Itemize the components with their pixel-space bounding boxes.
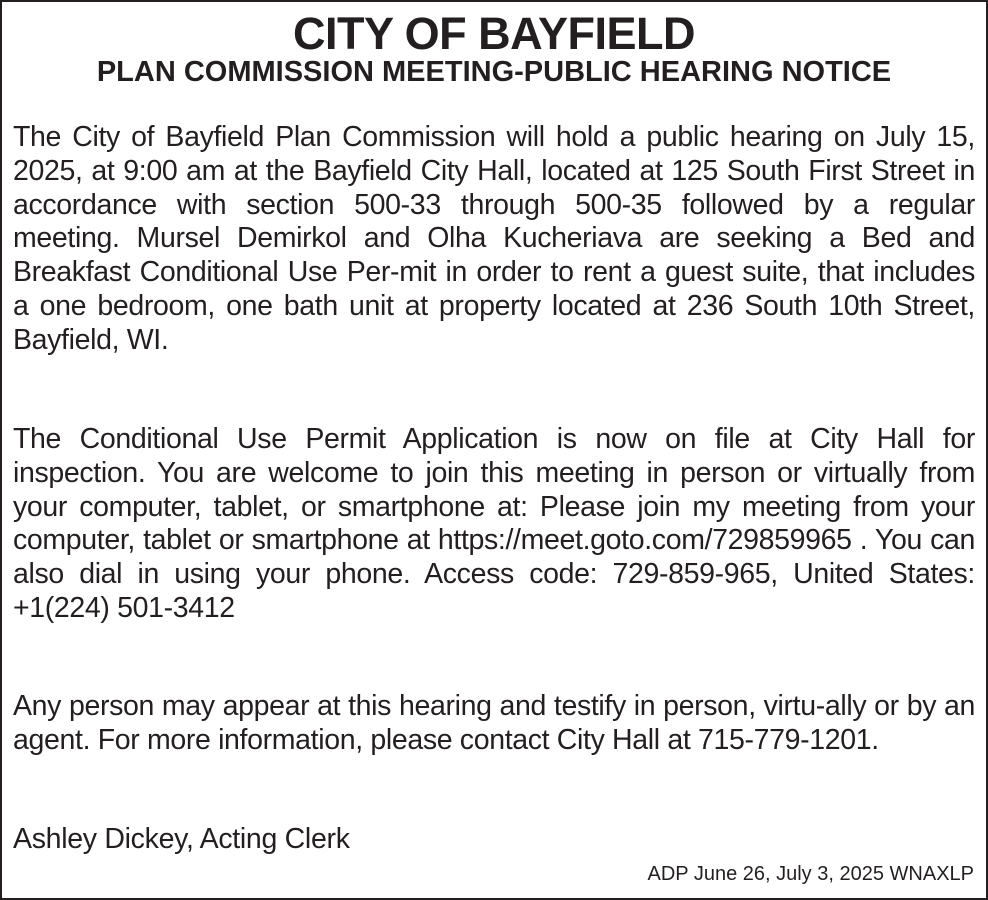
hearing-paragraph: The City of Bayfield Plan Commission will hold a public hearing on July 15, 2025, at 9:00 am at the Bayfield City Hall, located at 125 South First Street in accordance with section 500-33 through 500-35 followed by a regular meeting. Mursel Demirkol and Olha Kucheriava are seeking a Bed and Breakfast Conditional Use Per-mit in order to rent a guest suite, that includes a one bedroom, one bath unit at property located at 236 South 10th Street, Bayfield, WI.: [13, 121, 975, 356]
testimony-paragraph: Any person may appear at this hearing and testify in person, virtu-ally or by an agent. For more information, please contact City Hall at 715-779-1201.: [13, 690, 975, 756]
publication-line: ADP June 26, July 3, 2025 WNAXLP: [647, 863, 974, 885]
permit-paragraph: The Conditional Use Permit Application is now on file at City Hall for inspection. You are welcome to join this meeting in person or virtually from your computer, tablet, or smartphone at: Please join my meeting from your computer, tablet or smartphone at https://meet.goto.com/729859965 . You can also dial in using your phone. Access code: 729-859-965, United States: +1(224) 501-3412: [13, 423, 975, 624]
notice-title: CITY OF BAYFIELD: [292, 8, 696, 59]
clerk-signature: Ashley Dickey, Acting Clerk: [13, 823, 350, 855]
notice-subtitle: PLAN COMMISSION MEETING-PUBLIC HEARING NOTICE: [96, 56, 892, 88]
